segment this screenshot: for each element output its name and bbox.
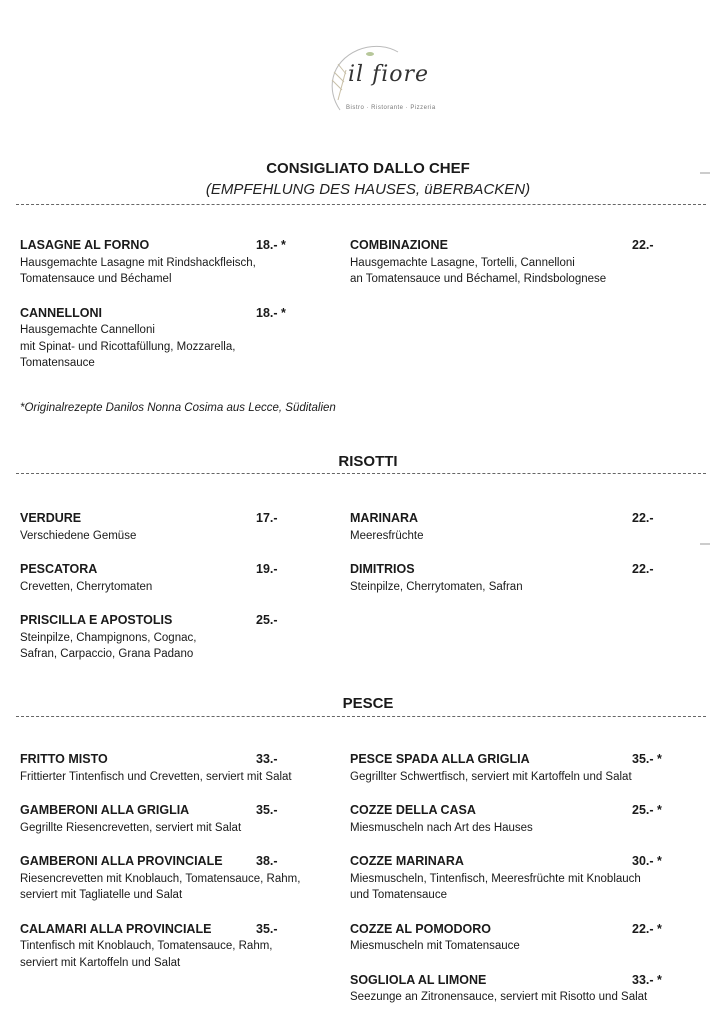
section-title: RISOTTI xyxy=(338,453,398,470)
dish-name: CALAMARI ALLA PROVINCIALE xyxy=(20,921,212,936)
dish-price: 25.- xyxy=(256,613,278,627)
dish-price: 22.- xyxy=(632,562,654,576)
dish-price: 38.- xyxy=(256,854,278,868)
dish-description: Hausgemachte Lasagne, Tortelli, Cannelloni an Tomatensauce und Béchamel, Rindsbolognese xyxy=(350,256,607,285)
menu-item xyxy=(350,237,670,288)
menu-item xyxy=(20,561,340,595)
dish-name: COZZE MARINARA xyxy=(350,854,464,868)
dish-name: GAMBERONI ALLA PROVINCIALE xyxy=(20,854,223,868)
dish-name: DIMITRIOS xyxy=(350,562,415,576)
dish-price: 33.- xyxy=(256,752,278,766)
menu-column-right xyxy=(350,237,670,305)
dish-price: 35.- * xyxy=(632,752,662,766)
dish-name: COZZE DELLA CASA xyxy=(350,803,476,817)
menu-item xyxy=(20,802,340,836)
dish-price: 22.- xyxy=(632,238,654,252)
dish-name: SOGLIOLA AL LIMONE xyxy=(350,972,487,987)
dish-name: VERDURE xyxy=(20,511,82,525)
dish-description: Seezunge an Zitronensauce, serviert mit Risotto und Salat xyxy=(350,991,648,1003)
menu-column-right xyxy=(350,510,670,612)
dish-description: Crevetten, Cherrytomaten xyxy=(20,580,153,593)
footnote: *Originalrezepte Danilos Nonna Cosima aus Lecce, Süditalien xyxy=(20,402,336,414)
dish-name: PRISCILLA E APOSTOLIS xyxy=(20,613,173,627)
menu-item xyxy=(20,853,340,904)
dish-description: Hausgemachte Cannelloni mit Spinat- und Ricottafüllung, Mozzarella, Tomatensauce xyxy=(20,324,236,369)
dotted-divider xyxy=(16,716,706,717)
dish-description: Tintenfisch mit Knoblauch, Tomatensauce, Rahm, serviert mit Kartoffeln und Salat xyxy=(20,940,273,969)
dish-price: 35.- xyxy=(256,803,278,817)
dish-name: COMBINAZIONE xyxy=(350,238,448,252)
menu-item xyxy=(20,237,340,288)
section-subtitle: (EMPFEHLUNG DES HAUSES, üBERBACKEN) xyxy=(205,181,531,198)
logo-tagline: Bistro · Ristorante · Pizzeria xyxy=(346,105,436,111)
dish-price: 19.- xyxy=(256,562,278,576)
section-title: PESCE xyxy=(342,695,394,712)
dish-price: 18.- * xyxy=(256,305,286,320)
dish-price: 18.- * xyxy=(256,238,286,252)
dish-description: Hausgemachte Lasagne mit Rindshackfleisch, Tomatensauce und Béchamel xyxy=(20,256,256,285)
dish-description: Steinpilze, Cherrytomaten, Safran xyxy=(350,580,523,593)
dish-description: Gegrillte Riesencrevetten, serviert mit Salat xyxy=(20,821,242,834)
menu-column-left xyxy=(20,751,340,988)
menu-item xyxy=(350,751,670,785)
dish-name: PESCATORA xyxy=(20,562,98,576)
dish-price: 25.- * xyxy=(632,803,662,817)
dish-name: LASAGNE AL FORNO xyxy=(20,238,150,252)
dish-price: 35.- xyxy=(256,921,278,936)
dish-name: MARINARA xyxy=(350,511,419,525)
menu-column-left xyxy=(20,237,340,389)
dish-price: 17.- xyxy=(256,511,278,525)
dish-description: Miesmuscheln nach Art des Hauses xyxy=(350,821,533,834)
dish-description: Meeresfrüchte xyxy=(350,529,424,542)
menu-item xyxy=(20,921,340,972)
dish-description: Verschiedene Gemüse xyxy=(20,529,137,542)
dish-description: Gegrillter Schwertfisch, serviert mit Kartoffeln und Salat xyxy=(350,770,632,783)
edge-mark xyxy=(700,543,710,545)
menu-item xyxy=(350,510,670,544)
dish-description: Steinpilze, Champignons, Cognac, Safran, Carpaccio, Grana Padano xyxy=(20,631,197,660)
dish-price: 22.- * xyxy=(632,921,662,936)
dish-description: Miesmuscheln mit Tomatensauce xyxy=(350,940,520,952)
menu-item xyxy=(20,510,340,544)
menu-column-right xyxy=(350,751,670,1023)
dish-name: PESCE SPADA ALLA GRIGLIA xyxy=(350,752,530,766)
menu-item xyxy=(350,802,670,836)
menu-item xyxy=(350,921,670,955)
menu-item xyxy=(350,853,670,904)
dish-name: GAMBERONI ALLA GRIGLIA xyxy=(20,803,190,817)
menu-item xyxy=(20,305,340,372)
menu-item xyxy=(350,561,670,595)
dish-price: 30.- * xyxy=(632,854,662,868)
restaurant-logo xyxy=(318,40,436,125)
dish-price: 22.- xyxy=(632,511,654,525)
section-title: CONSIGLIATO DALLO CHEF xyxy=(266,160,470,177)
dish-description: Miesmuscheln, Tintenfisch, Meeresfrüchte mit Knoblauch und Tomatensauce xyxy=(350,872,641,901)
dotted-divider xyxy=(16,204,706,205)
menu-item xyxy=(350,972,670,1006)
dish-name: COZZE AL POMODORO xyxy=(350,921,491,936)
dish-name: CANNELLONI xyxy=(20,305,102,320)
dish-price: 33.- * xyxy=(632,972,662,987)
dish-description: Frittierter Tintenfisch und Crevetten, serviert mit Salat xyxy=(20,770,292,783)
logo-text: il fiore xyxy=(348,62,430,87)
dish-name: FRITTO MISTO xyxy=(20,752,108,766)
menu-item xyxy=(20,751,340,785)
dish-description: Riesencrevetten mit Knoblauch, Tomatensauce, Rahm, serviert mit Tagliatelle und Salat xyxy=(20,872,301,901)
dotted-divider xyxy=(16,473,706,474)
menu-item xyxy=(20,612,340,663)
menu-column-left xyxy=(20,510,340,680)
